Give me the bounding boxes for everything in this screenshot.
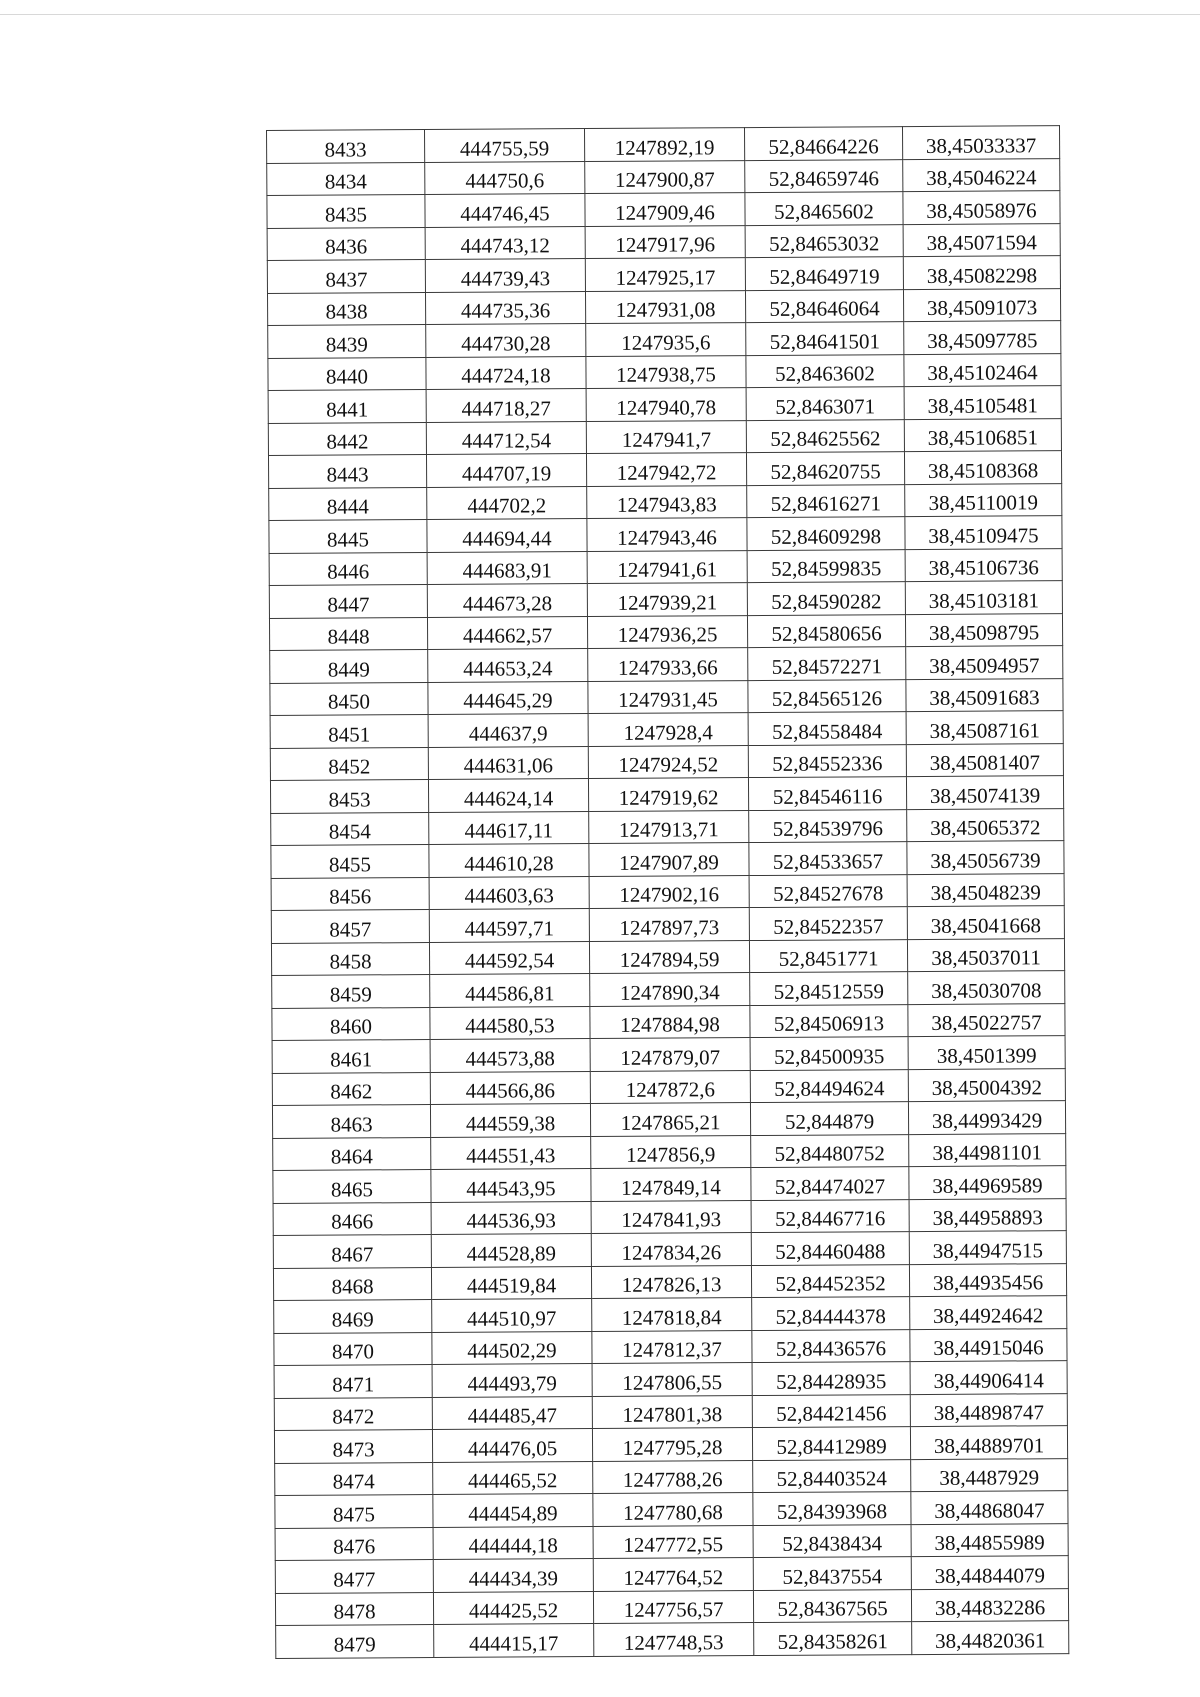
longitude-cell: 38,45022757 (908, 1003, 1065, 1036)
x-coordinate-cell: 444610,28 (429, 844, 589, 877)
latitude-cell: 52,84552336 (748, 744, 906, 777)
y-coordinate-cell: 1247933,66 (588, 648, 748, 681)
point-number-cell: 8469 (274, 1300, 432, 1333)
point-number-cell: 8452 (270, 747, 428, 780)
y-coordinate-cell: 1247913,71 (589, 810, 749, 843)
table-row (275, 1491, 1068, 1528)
latitude-cell: 52,84558484 (748, 712, 906, 745)
longitude-cell: 38,44868047 (911, 1491, 1068, 1524)
longitude-cell: 38,44832286 (911, 1588, 1068, 1621)
table-row (268, 418, 1061, 455)
table-row (270, 711, 1063, 748)
y-coordinate-cell: 1247928,4 (588, 713, 748, 746)
y-coordinate-cell: 1247935,6 (586, 323, 746, 356)
x-coordinate-cell: 444543,95 (431, 1169, 591, 1202)
point-number-cell: 8456 (271, 877, 429, 910)
x-coordinate-cell: 444739,43 (425, 259, 585, 292)
latitude-cell: 52,84358261 (754, 1622, 912, 1655)
longitude-cell: 38,45106851 (904, 418, 1061, 451)
longitude-cell: 38,44958893 (909, 1198, 1066, 1231)
longitude-cell: 38,45046224 (903, 158, 1060, 191)
y-coordinate-cell: 1247818,84 (592, 1298, 752, 1331)
y-coordinate-cell: 1247907,89 (589, 843, 749, 876)
table-row (274, 1328, 1067, 1365)
table-row (271, 906, 1064, 943)
longitude-cell: 38,45103181 (905, 581, 1062, 614)
longitude-cell: 38,45058976 (903, 191, 1060, 224)
y-coordinate-cell: 1247941,7 (586, 420, 746, 453)
latitude-cell: 52,84412989 (752, 1427, 910, 1460)
table-row (269, 581, 1062, 618)
point-number-cell: 8437 (267, 260, 425, 293)
latitude-cell: 52,84659746 (745, 159, 903, 192)
longitude-cell: 38,45048239 (907, 873, 1064, 906)
longitude-cell: 38,45109475 (905, 516, 1062, 549)
y-coordinate-cell: 1247826,13 (591, 1265, 751, 1298)
table-row (268, 321, 1061, 358)
longitude-cell: 38,45071594 (903, 223, 1060, 256)
point-number-cell: 8451 (270, 715, 428, 748)
point-number-cell: 8445 (269, 520, 427, 553)
y-coordinate-cell: 1247943,46 (587, 518, 747, 551)
table-row (274, 1296, 1067, 1333)
y-coordinate-cell: 1247772,55 (593, 1525, 753, 1558)
x-coordinate-cell: 444502,29 (432, 1331, 592, 1364)
table-row (273, 1231, 1066, 1268)
latitude-cell: 52,8463071 (746, 387, 904, 420)
longitude-cell: 38,45082298 (903, 256, 1060, 289)
y-coordinate-cell: 1247849,14 (591, 1168, 751, 1201)
y-coordinate-cell: 1247936,25 (587, 615, 747, 648)
point-number-cell: 8436 (267, 227, 425, 260)
point-number-cell: 8465 (273, 1170, 431, 1203)
longitude-cell: 38,44935456 (909, 1263, 1066, 1296)
point-number-cell: 8464 (273, 1137, 431, 1170)
y-coordinate-cell: 1247924,52 (588, 745, 748, 778)
x-coordinate-cell: 444493,79 (432, 1364, 592, 1397)
x-coordinate-cell: 444631,06 (428, 746, 588, 779)
latitude-cell: 52,84653032 (745, 224, 903, 257)
latitude-cell: 52,84625562 (746, 419, 904, 452)
x-coordinate-cell: 444586,81 (430, 974, 590, 1007)
table-row (273, 1166, 1066, 1203)
point-number-cell: 8449 (270, 650, 428, 683)
table-row (275, 1523, 1068, 1560)
y-coordinate-cell: 1247919,62 (588, 778, 748, 811)
point-number-cell: 8457 (271, 910, 429, 943)
x-coordinate-cell: 444434,39 (433, 1559, 593, 1592)
x-coordinate-cell: 444694,44 (427, 519, 587, 552)
table-row (275, 1556, 1068, 1593)
y-coordinate-cell: 1247941,61 (587, 550, 747, 583)
table-row (267, 256, 1060, 293)
y-coordinate-cell: 1247872,6 (590, 1070, 750, 1103)
table-row (275, 1458, 1068, 1495)
table-row (272, 971, 1065, 1008)
coordinates-table-body (267, 126, 1069, 1658)
point-number-cell: 8471 (274, 1365, 432, 1398)
x-coordinate-cell: 444536,93 (431, 1201, 591, 1234)
table-row (269, 548, 1062, 585)
latitude-cell: 52,8451771 (749, 939, 907, 972)
table-row (270, 776, 1063, 813)
y-coordinate-cell: 1247780,68 (593, 1493, 753, 1526)
longitude-cell: 38,45091683 (906, 678, 1063, 711)
latitude-cell: 52,84565126 (748, 679, 906, 712)
x-coordinate-cell: 444702,2 (427, 486, 587, 519)
point-number-cell: 8443 (268, 455, 426, 488)
x-coordinate-cell: 444454,89 (433, 1494, 593, 1527)
x-coordinate-cell: 444465,52 (433, 1461, 593, 1494)
point-number-cell: 8440 (268, 357, 426, 390)
longitude-cell: 38,44906414 (910, 1361, 1067, 1394)
point-number-cell: 8441 (268, 390, 426, 423)
latitude-cell: 52,84522357 (749, 907, 907, 940)
x-coordinate-cell: 444662,57 (427, 616, 587, 649)
x-coordinate-cell: 444444,18 (433, 1526, 593, 1559)
latitude-cell: 52,84527678 (749, 874, 907, 907)
table-row (267, 191, 1060, 228)
coordinates-table-container (266, 125, 1069, 1658)
point-number-cell: 8473 (274, 1430, 432, 1463)
longitude-cell: 38,4501399 (908, 1036, 1065, 1069)
y-coordinate-cell: 1247865,21 (590, 1103, 750, 1136)
longitude-cell: 38,45081407 (906, 743, 1063, 776)
x-coordinate-cell: 444755,59 (425, 129, 585, 162)
y-coordinate-cell: 1247938,75 (586, 355, 746, 388)
longitude-cell: 38,45108368 (904, 451, 1061, 484)
y-coordinate-cell: 1247925,17 (585, 258, 745, 291)
y-coordinate-cell: 1247943,83 (587, 485, 747, 518)
table-row (267, 126, 1060, 163)
point-number-cell: 8447 (269, 585, 427, 618)
latitude-cell: 52,84590282 (747, 582, 905, 615)
x-coordinate-cell: 444746,45 (425, 194, 585, 227)
point-number-cell: 8479 (276, 1625, 434, 1658)
point-number-cell: 8442 (268, 422, 426, 455)
table-row (271, 841, 1064, 878)
latitude-cell: 52,84506913 (750, 1004, 908, 1037)
point-number-cell: 8446 (269, 552, 427, 585)
x-coordinate-cell: 444637,9 (428, 714, 588, 747)
latitude-cell: 52,8437554 (753, 1557, 911, 1590)
table-row (268, 353, 1061, 390)
table-row (270, 646, 1063, 683)
y-coordinate-cell: 1247897,73 (589, 908, 749, 941)
x-coordinate-cell: 444603,63 (429, 876, 589, 909)
longitude-cell: 38,45056739 (907, 841, 1064, 874)
latitude-cell: 52,84646064 (745, 289, 903, 322)
longitude-cell: 38,44993429 (908, 1101, 1065, 1134)
point-number-cell: 8453 (270, 780, 428, 813)
x-coordinate-cell: 444730,28 (426, 324, 586, 357)
latitude-cell: 52,84480752 (751, 1134, 909, 1167)
point-number-cell: 8468 (273, 1267, 431, 1300)
y-coordinate-cell: 1247748,53 (594, 1623, 754, 1656)
x-coordinate-cell: 444624,14 (428, 779, 588, 812)
longitude-cell: 38,45037011 (907, 938, 1064, 971)
point-number-cell: 8461 (272, 1040, 430, 1073)
x-coordinate-cell: 444551,43 (431, 1136, 591, 1169)
x-coordinate-cell: 444724,18 (426, 356, 586, 389)
x-coordinate-cell: 444476,05 (432, 1429, 592, 1462)
table-row (268, 386, 1061, 423)
latitude-cell: 52,84649719 (745, 257, 903, 290)
y-coordinate-cell: 1247841,93 (591, 1200, 751, 1233)
table-row (271, 808, 1064, 845)
table-row (269, 516, 1062, 553)
table-row (267, 158, 1060, 195)
y-coordinate-cell: 1247931,45 (588, 680, 748, 713)
latitude-cell: 52,84460488 (751, 1232, 909, 1265)
y-coordinate-cell: 1247940,78 (586, 388, 746, 421)
latitude-cell: 52,844879 (750, 1102, 908, 1135)
x-coordinate-cell: 444485,47 (432, 1396, 592, 1429)
x-coordinate-cell: 444673,28 (427, 584, 587, 617)
y-coordinate-cell: 1247917,96 (585, 225, 745, 258)
table-row (274, 1393, 1067, 1430)
table-row (275, 1588, 1068, 1625)
y-coordinate-cell: 1247931,08 (585, 290, 745, 323)
point-number-cell: 8439 (268, 325, 426, 358)
x-coordinate-cell: 444519,84 (431, 1266, 591, 1299)
table-row (271, 938, 1064, 975)
x-coordinate-cell: 444597,71 (429, 909, 589, 942)
point-number-cell: 8466 (273, 1202, 431, 1235)
longitude-cell: 38,45087161 (906, 711, 1063, 744)
table-row (272, 1003, 1065, 1040)
x-coordinate-cell: 444566,86 (430, 1071, 590, 1104)
longitude-cell: 38,44855989 (911, 1523, 1068, 1556)
latitude-cell: 52,84494624 (750, 1069, 908, 1102)
latitude-cell: 52,84474027 (751, 1167, 909, 1200)
y-coordinate-cell: 1247756,57 (593, 1590, 753, 1623)
x-coordinate-cell: 444425,52 (433, 1591, 593, 1624)
latitude-cell: 52,84533657 (749, 842, 907, 875)
point-number-cell: 8459 (272, 975, 430, 1008)
longitude-cell: 38,44969589 (909, 1166, 1066, 1199)
latitude-cell: 52,84421456 (752, 1394, 910, 1427)
point-number-cell: 8467 (273, 1235, 431, 1268)
longitude-cell: 38,44981101 (909, 1133, 1066, 1166)
longitude-cell: 38,45098795 (905, 613, 1062, 646)
latitude-cell: 52,84452352 (751, 1264, 909, 1297)
longitude-cell: 38,45097785 (904, 321, 1061, 354)
longitude-cell: 38,45030708 (908, 971, 1065, 1004)
latitude-cell: 52,84444378 (752, 1297, 910, 1330)
y-coordinate-cell: 1247902,16 (589, 875, 749, 908)
longitude-cell: 38,45110019 (905, 483, 1062, 516)
latitude-cell: 52,84539796 (749, 809, 907, 842)
y-coordinate-cell: 1247892,19 (584, 128, 744, 161)
point-number-cell: 8434 (267, 162, 425, 195)
x-coordinate-cell: 444415,17 (434, 1624, 594, 1657)
longitude-cell: 38,44924642 (910, 1296, 1067, 1329)
longitude-cell: 38,45033337 (902, 126, 1059, 159)
latitude-cell: 52,84367565 (753, 1589, 911, 1622)
point-number-cell: 8448 (269, 617, 427, 650)
table-row (273, 1263, 1066, 1300)
latitude-cell: 52,84512559 (750, 972, 908, 1005)
y-coordinate-cell: 1247909,46 (585, 193, 745, 226)
point-number-cell: 8475 (275, 1495, 433, 1528)
x-coordinate-cell: 444528,89 (431, 1234, 591, 1267)
point-number-cell: 8458 (271, 942, 429, 975)
table-row (268, 451, 1061, 488)
point-number-cell: 8474 (275, 1462, 433, 1495)
latitude-cell: 52,8438434 (753, 1524, 911, 1557)
x-coordinate-cell: 444653,24 (428, 649, 588, 682)
latitude-cell: 52,84467716 (751, 1199, 909, 1232)
longitude-cell: 38,45091073 (903, 288, 1060, 321)
point-number-cell: 8450 (270, 682, 428, 715)
longitude-cell: 38,44898747 (910, 1393, 1067, 1426)
coordinates-table (266, 125, 1069, 1658)
latitude-cell: 52,84620755 (746, 452, 904, 485)
x-coordinate-cell: 444645,29 (428, 681, 588, 714)
point-number-cell: 8455 (271, 845, 429, 878)
x-coordinate-cell: 444750,6 (425, 161, 585, 194)
y-coordinate-cell: 1247812,37 (592, 1330, 752, 1363)
y-coordinate-cell: 1247795,28 (592, 1428, 752, 1461)
y-coordinate-cell: 1247884,98 (590, 1005, 750, 1038)
point-number-cell: 8444 (269, 487, 427, 520)
table-row (270, 678, 1063, 715)
latitude-cell: 52,84403524 (753, 1459, 911, 1492)
latitude-cell: 52,84599835 (747, 549, 905, 582)
latitude-cell: 52,84641501 (746, 322, 904, 355)
longitude-cell: 38,44947515 (909, 1231, 1066, 1264)
x-coordinate-cell: 444573,88 (430, 1039, 590, 1072)
longitude-cell: 38,45041668 (907, 906, 1064, 939)
latitude-cell: 52,84609298 (747, 517, 905, 550)
table-row (273, 1198, 1066, 1235)
y-coordinate-cell: 1247801,38 (592, 1395, 752, 1428)
longitude-cell: 38,4487929 (911, 1458, 1068, 1491)
table-row (272, 1068, 1065, 1105)
table-row (267, 288, 1060, 325)
x-coordinate-cell: 444580,53 (430, 1006, 590, 1039)
latitude-cell: 52,8463602 (746, 354, 904, 387)
point-number-cell: 8463 (272, 1105, 430, 1138)
point-number-cell: 8462 (272, 1072, 430, 1105)
x-coordinate-cell: 444718,27 (426, 389, 586, 422)
latitude-cell: 52,84580656 (747, 614, 905, 647)
latitude-cell: 52,84616271 (747, 484, 905, 517)
table-row (271, 873, 1064, 910)
longitude-cell: 38,45105481 (904, 386, 1061, 419)
table-row (269, 483, 1062, 520)
scan-top-edge-line (0, 14, 1200, 15)
x-coordinate-cell: 444617,11 (429, 811, 589, 844)
longitude-cell: 38,44844079 (911, 1556, 1068, 1589)
x-coordinate-cell: 444735,36 (425, 291, 585, 324)
y-coordinate-cell: 1247856,9 (591, 1135, 751, 1168)
table-row (270, 743, 1063, 780)
longitude-cell: 38,44820361 (912, 1621, 1069, 1654)
longitude-cell: 38,44915046 (910, 1328, 1067, 1361)
point-number-cell: 8454 (271, 812, 429, 845)
latitude-cell: 52,84664226 (744, 127, 902, 160)
x-coordinate-cell: 444707,19 (426, 454, 586, 487)
table-row (269, 613, 1062, 650)
table-row (274, 1426, 1067, 1463)
x-coordinate-cell: 444743,12 (425, 226, 585, 259)
y-coordinate-cell: 1247879,07 (590, 1038, 750, 1071)
point-number-cell: 8438 (267, 292, 425, 325)
y-coordinate-cell: 1247806,55 (592, 1363, 752, 1396)
x-coordinate-cell: 444510,97 (432, 1299, 592, 1332)
latitude-cell: 52,84428935 (752, 1362, 910, 1395)
latitude-cell: 52,8465602 (745, 192, 903, 225)
table-row (274, 1361, 1067, 1398)
y-coordinate-cell: 1247890,34 (590, 973, 750, 1006)
y-coordinate-cell: 1247834,26 (591, 1233, 751, 1266)
longitude-cell: 38,45004392 (908, 1068, 1065, 1101)
latitude-cell: 52,84393968 (753, 1492, 911, 1525)
point-number-cell: 8478 (275, 1592, 433, 1625)
longitude-cell: 38,45106736 (905, 548, 1062, 581)
y-coordinate-cell: 1247894,59 (589, 940, 749, 973)
x-coordinate-cell: 444683,91 (427, 551, 587, 584)
latitude-cell: 52,84572271 (748, 647, 906, 680)
point-number-cell: 8470 (274, 1332, 432, 1365)
table-row (276, 1621, 1069, 1658)
x-coordinate-cell: 444592,54 (429, 941, 589, 974)
y-coordinate-cell: 1247942,72 (586, 453, 746, 486)
longitude-cell: 38,45094957 (906, 646, 1063, 679)
point-number-cell: 8435 (267, 195, 425, 228)
point-number-cell: 8433 (267, 130, 425, 163)
x-coordinate-cell: 444712,54 (426, 421, 586, 454)
y-coordinate-cell: 1247900,87 (585, 160, 745, 193)
table-row (267, 223, 1060, 260)
longitude-cell: 38,44889701 (910, 1426, 1067, 1459)
y-coordinate-cell: 1247788,26 (593, 1460, 753, 1493)
latitude-cell: 52,84500935 (750, 1037, 908, 1070)
point-number-cell: 8476 (275, 1527, 433, 1560)
table-row (273, 1133, 1066, 1170)
table-row (272, 1036, 1065, 1073)
point-number-cell: 8472 (274, 1397, 432, 1430)
y-coordinate-cell: 1247939,21 (587, 583, 747, 616)
latitude-cell: 52,84546116 (748, 777, 906, 810)
point-number-cell: 8477 (275, 1560, 433, 1593)
longitude-cell: 38,45074139 (906, 776, 1063, 809)
y-coordinate-cell: 1247764,52 (593, 1558, 753, 1591)
longitude-cell: 38,45102464 (904, 353, 1061, 386)
point-number-cell: 8460 (272, 1007, 430, 1040)
latitude-cell: 52,84436576 (752, 1329, 910, 1362)
x-coordinate-cell: 444559,38 (430, 1104, 590, 1137)
table-row (272, 1101, 1065, 1138)
longitude-cell: 38,45065372 (907, 808, 1064, 841)
